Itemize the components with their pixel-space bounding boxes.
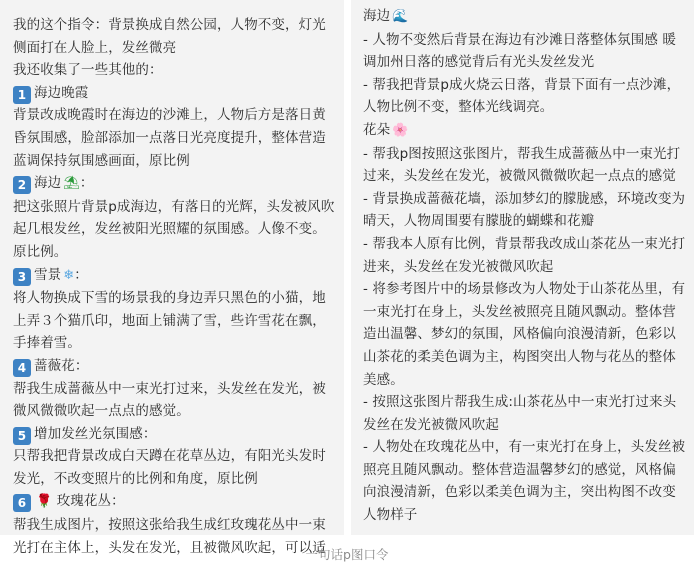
snowflake-icon: ❄	[63, 267, 75, 283]
number-badge: 1	[13, 86, 31, 104]
item-title: 玫瑰花丛	[56, 493, 112, 510]
left-panel	[0, 0, 344, 556]
section-title: 花朵	[363, 121, 391, 138]
intro-text: 我的这个指令：背景换成自然公园，人物不变，灯光侧面打在人脸上，发丝微亮	[13, 17, 326, 56]
list-item: - 人物处在玫瑰花丛中，有一束光打在身上，头发丝被照亮且随风飘动。整体营造温馨梦幻的感觉，风格偏向浪漫清新，色彩以柔美色调为主，突出构图不改变人物样子	[363, 439, 686, 524]
number-badge: 3	[13, 268, 31, 286]
caption: 一句话p图口令	[305, 547, 389, 562]
item-body: 把这张照片背景p成海边，有落日的光辉，头发被风吹起几根发丝，发丝被阳光照耀的氛围感。人像不变。原比例。	[13, 198, 335, 260]
list-item: - 帮我本人原有比例，背景帮我改成山茶花丛一束光打进来，头发丝在发光被微风吹起	[363, 235, 686, 275]
number-badge: 2	[13, 176, 31, 194]
item-heading: 5 增加发丝光氛围感：	[13, 423, 336, 446]
item-heading: 4 蔷薇花：	[13, 355, 336, 378]
item-heading: 6 🌹 玫瑰花丛：	[13, 490, 336, 514]
section-title: 海边	[363, 8, 391, 24]
section	[363, 119, 688, 527]
item-body: 将人物换成下雪的场景我的身边弄只黑色的小猫，地上弄３个猫爪印，地面上铺满了雪，些许雪花在飘，手捧着雪。	[13, 290, 326, 352]
section	[363, 5, 688, 119]
list-item	[13, 423, 336, 491]
item-body: 只帮我把背景改成白天蹲在花草丛边，有阳光头发时发光，不改变照片的比例和角度，原比例	[13, 448, 326, 487]
list-item	[13, 355, 336, 423]
item-title: 增加发丝光氛围感	[34, 425, 143, 442]
list-item: - 将参考图片中的场景修改为人物处于山茶花丛里，有一束光打在身上，头发丝被照亮且随风飘动。整体营造出温馨、梦幻的氛围，风格偏向浪漫清新，色彩以山茶花的柔美色调为主，构图突出人物与花丛的整体美感。	[363, 281, 686, 388]
list-item: - 背景换成蔷薇花墙，添加梦幻的朦胧感，环境改变为晴天，人物周围要有朦胧的蝴蝶和花瓣	[363, 190, 686, 230]
item-heading: 2 海边 ⛱：	[13, 172, 336, 196]
section-heading	[363, 5, 688, 29]
item-heading: 3 雪景 ❄：	[13, 264, 336, 288]
cherry-blossom-icon: 🌸	[392, 122, 409, 138]
list-item: - 人物不变然后背景在海边有沙滩日落整体氛围感 暖调加州日落的感觉背后有光头发丝发光	[363, 31, 676, 71]
list-item	[13, 82, 336, 172]
section-heading	[363, 119, 688, 143]
wave-icon: 🌊	[392, 9, 409, 24]
beach-umbrella-icon: ⛱	[63, 176, 80, 192]
item-body: 帮我生成蔷薇丛中一束光打过来，头发丝在发光，被微风微微吹起一点点的感觉。	[13, 380, 326, 420]
number-badge: 6	[13, 494, 31, 512]
item-heading	[13, 82, 336, 105]
item-title: 海边晚霞	[34, 84, 89, 101]
list-item: - 帮我p图按照这张图片，帮我生成蔷薇丛中一束光打过来，头发丝在发光，被微风微微吹起一点点的感觉	[363, 145, 681, 185]
list-item	[13, 264, 336, 355]
collected-text: 我还收集了一些其他的：	[13, 62, 163, 79]
item-body: 背景改成晚霞时在海边的沙滩上，人物后方是落日黄昏氛围感，脸部添加一点落日光亮度提升，整体营造蓝调保持氛围感画面，原比例	[13, 107, 326, 169]
list-item	[13, 172, 336, 263]
list-item: - 按照这张图片帮我生成:山茶花丛中一束光打过来头发丝在发光被微风吹起	[363, 394, 677, 433]
item-title: 蔷薇花	[34, 357, 75, 374]
number-badge: 4	[13, 359, 31, 377]
number-badge: 5	[13, 427, 31, 445]
list-item: - 帮我把背景p成火烧云日落，背景下面有一点沙滩，人物比例不变，整体光线调亮。	[363, 76, 681, 116]
item-body: 帮我生成图片，按照这张给我生成红玫瑰花丛中一束光打在主体上，头发在发光，且被微风吹起，可以适	[13, 517, 326, 556]
rose-icon: 🌹	[36, 494, 53, 510]
item-title: 海边	[34, 175, 62, 192]
right-panel	[351, 0, 694, 535]
item-title: 雪景	[34, 266, 62, 283]
